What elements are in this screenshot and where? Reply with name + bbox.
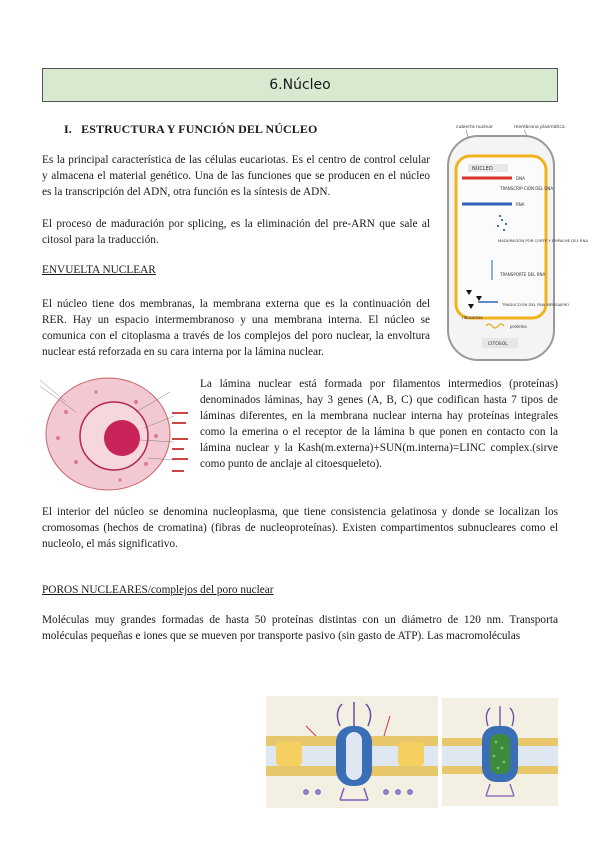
- paragraph-lamina: La lámina nuclear está formada por filamentos intermedios (proteínas) denominados láminas, hay 3 genes (A, B, C) que codifican hasta 7 tipos de láminas diferentes, en la membrana nuclear interna hay proteínas integrales como la emerina o el receptor de la lámina b que ponen en contacto con la lámina nuclear y la Kash(m.externa)+SUN(m.interna)=LINC complex.(sirve como punto de anclaje al citoesqueleto).: [200, 378, 558, 470]
- page-title: 6.Núcleo: [42, 68, 558, 102]
- paragraph-intro: Es la principal característica de las células eucariotas. Es el centro de control celular y almacena el material genético. Una de las funciones que se producen en el núcleo es la transcripción del ADN, otra función es la síntesis de ADN.: [42, 154, 430, 198]
- label-rna: RNA: [516, 202, 525, 207]
- paragraph-membranas: El núcleo tiene dos membranas, la membrana externa que es la continuación del RER. Hay un espacio intermembranoso y una membrana interna. El núcleo se comunica con el citoplasma a través de los complejos del poro nuclear, la envoltura nuclear está reforzada en su cara interna por la lámina nuclear.: [42, 298, 430, 358]
- paragraph-nucleoplasma: El interior del núcleo se denomina nucleoplasma, que tiene consistencia gelatinosa y donde se localizan los cromosomas (hechos de cromatina) (fibras de nucleoproteínas). Existen compartimentos subnucleares como el nucleolo, el más significativo.: [42, 506, 558, 550]
- label-dna: DNA: [516, 176, 525, 181]
- paragraph-poros: Moléculas muy grandes formadas de hasta 50 proteínas distintas con un diámetro de 120 nm. Transporta moléculas pequeñas e iones que se mueven por transporte pasivo (sin gasto de ATP). Las macromoléculas: [42, 614, 558, 642]
- heading-envoltura-nuclear: ENVUELTA NUCLEAR: [42, 264, 156, 276]
- label-ribosomas: ribosomas: [462, 315, 483, 320]
- nucleus-illustration: [36, 372, 192, 494]
- nuclear-pore-diagram-left: [266, 696, 438, 808]
- label-membrana-plasmatica: membrana plasmática: [514, 125, 565, 130]
- section-heading-estructura: I. ESTRUCTURA Y FUNCIÓN DEL NÚCLEO: [64, 122, 318, 136]
- heading-poros-nucleares: POROS NUCLEARES/complejos del poro nuclear: [42, 584, 274, 596]
- label-transporte: TRANSPORTE DEL RNA: [500, 272, 546, 277]
- label-cubierta-nuclear: cubierta nuclear: [456, 125, 493, 130]
- label-nucleo: NÚCLEO: [472, 166, 493, 172]
- nuclear-pore-diagram-right: [442, 698, 558, 806]
- label-citosol: CITOSOL: [488, 342, 508, 347]
- cell-transcription-diagram: [442, 120, 589, 364]
- label-traduccion: TRADUCCIÓN DEL RNA MENSAJERO: [502, 302, 570, 307]
- paragraph-splicing: El proceso de maduración por splicing, es la eliminación del pre-ARN que sale al citosol para la traducción.: [42, 218, 430, 246]
- label-proteina: proteína: [510, 324, 527, 329]
- label-maduracion: MADURACIÓN POR CORTE Y EMPALME DEL RNA: [498, 238, 589, 243]
- label-transcripcion: TRANSCRIP-CIÓN DEL DNA: [500, 186, 554, 191]
